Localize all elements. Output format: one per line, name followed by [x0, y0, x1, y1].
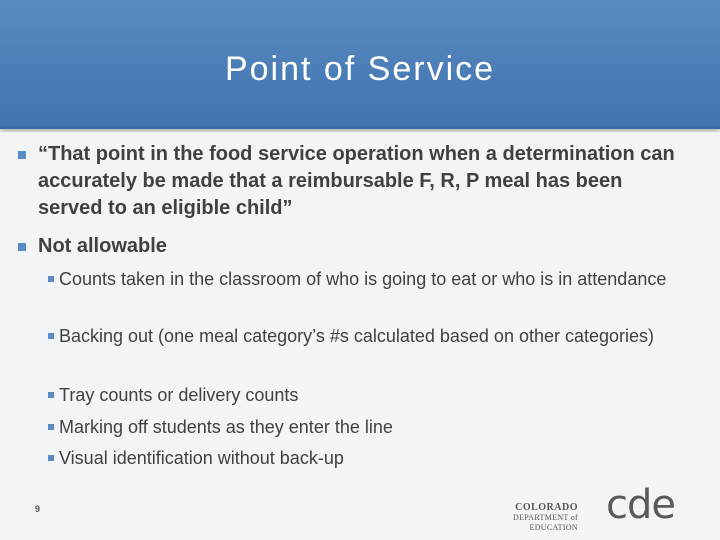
bullet-item-not-allowable — [16, 233, 686, 260]
square-bullet-icon — [18, 151, 26, 159]
page-number: 9 — [35, 504, 41, 514]
square-bullet-icon — [48, 276, 54, 282]
cde-logo-mark: cde — [606, 482, 675, 528]
sub-bullet-item — [48, 383, 668, 408]
bullet-text: “That point in the food service operation when a determination can accurately be made that a reimbursable F, R, P meal has been served to an eligible child” — [38, 143, 675, 219]
sub-bullet-text: Marking off students as they enter the line — [59, 417, 393, 437]
square-bullet-icon — [48, 424, 54, 430]
cde-logo — [488, 482, 698, 532]
sub-bullet-text: Backing out (one meal category’s #s calculated based on other categories) — [59, 326, 655, 346]
logo-line-2: DEPARTMENT of EDUCATION — [513, 513, 578, 532]
logo-org-name — [488, 502, 578, 533]
title-banner — [0, 0, 720, 129]
slide-title: Point of Service — [224, 50, 496, 88]
sub-bullet-text: Visual identification without back-up — [59, 448, 344, 468]
square-bullet-icon — [48, 392, 54, 398]
sub-bullet-text: Tray counts or delivery counts — [59, 385, 299, 405]
sub-bullet-text: Counts taken in the classroom of who is going to eat or who is in attendance — [59, 269, 667, 289]
square-bullet-icon — [48, 333, 54, 339]
sub-bullet-item — [48, 415, 668, 440]
square-bullet-icon — [18, 243, 26, 251]
sub-bullet-item — [48, 324, 668, 349]
bullet-item-definition — [16, 141, 686, 222]
square-bullet-icon — [48, 455, 54, 461]
logo-line-1: COLORADO — [515, 502, 578, 513]
bullet-text: Not allowable — [38, 235, 167, 257]
sub-bullet-item — [48, 446, 668, 471]
sub-bullet-item — [48, 267, 668, 292]
